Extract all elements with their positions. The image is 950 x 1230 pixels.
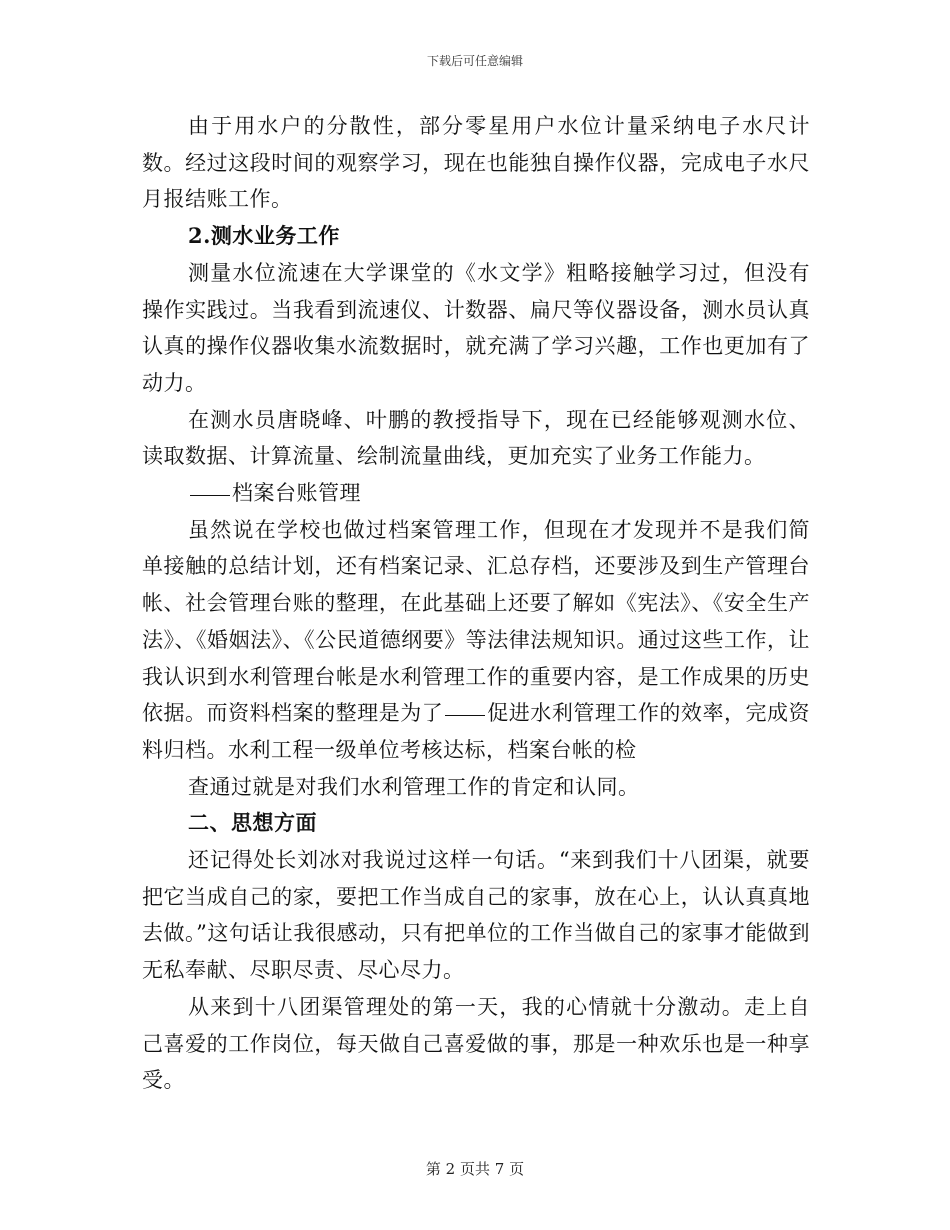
paragraph-first-day: 从来到十八团渠管理处的第一天，我的心情就十分激动。走上自己喜爱的工作岗位，每天做自己喜爱做的事，那是一种欢乐也是一种享受。 — [142, 994, 810, 1093]
archives-heading-text: 档案台账管理 — [232, 481, 361, 506]
archive-text-part-1: 虽然说在学校也做过档案管理工作，但现在才发现并不是我们简单接触的总结计划，还有档案记录、汇总存档，还要涉及到生产管理台帐、社会管理台账的整理，在此基础上还要了解如《宪法》、《安全生产法》、《婚姻法》、《公民道德纲要》等法律法规知识。通过这些工作，让我认识到水利管理台帐是水利管理工作的重要内容，是工作成果的历史依据。而资料档案的整理是为了 — [142, 517, 810, 726]
paragraph-measurement-practice: 测量水位流速在大学课堂的《水文学》粗略接触学习过，但没有操作实践过。当我看到流速仪、计数器、扁尺等仪器设备，测水员认真认真的操作仪器收集水流数据时，就充满了学习兴趣，工作也更加有了动力。 — [142, 260, 810, 395]
section-heading-water-measurement: 2.测水业务工作 — [188, 223, 340, 249]
section-heading-archives — [142, 475, 810, 512]
page-number: 第 2 页共 7 页 — [425, 1160, 525, 1178]
archive-text-part-2: 促进水利管理工作的效率，完成资料归档。水利工程一级单位考核达标，档案台帐的检 — [142, 701, 811, 762]
blank-underline — [445, 715, 485, 716]
paragraph-archive-management — [142, 512, 810, 769]
document-body — [142, 108, 810, 1099]
section-heading-thoughts: 二、思想方面 — [188, 810, 317, 836]
paragraph-guidance: 在测水员唐晓峰、叶鹏的教授指导下，现在已经能够观测水位、读取数据、计算流量、绘制流量曲线，更加充实了业务工作能力。 — [142, 407, 810, 469]
page-header: 下载后可任意编辑 — [426, 54, 523, 68]
paragraph-director-quote: 还记得处长刘冰对我说过这样一句话。“来到我们十八团渠，就要把它当成自己的家，要把工作当成自己的家事，放在心上，认认真真地去做。”这句话让我很感动，只有把单位的工作当做自己的家事才能做到无私奉献、尽职尽责、尽心尽力。 — [142, 848, 810, 983]
blank-underline — [190, 495, 230, 496]
paragraph-electronic-gauge: 由于用水户的分散性，部分零星用户水位计量采纳电子水尺计数。经过这段时间的观察学习，现在也能独自操作仪器，完成电子水尺月报结账工作。 — [142, 114, 810, 212]
paragraph-inspection: 查通过就是对我们水利管理工作的肯定和认同。 — [188, 774, 640, 799]
